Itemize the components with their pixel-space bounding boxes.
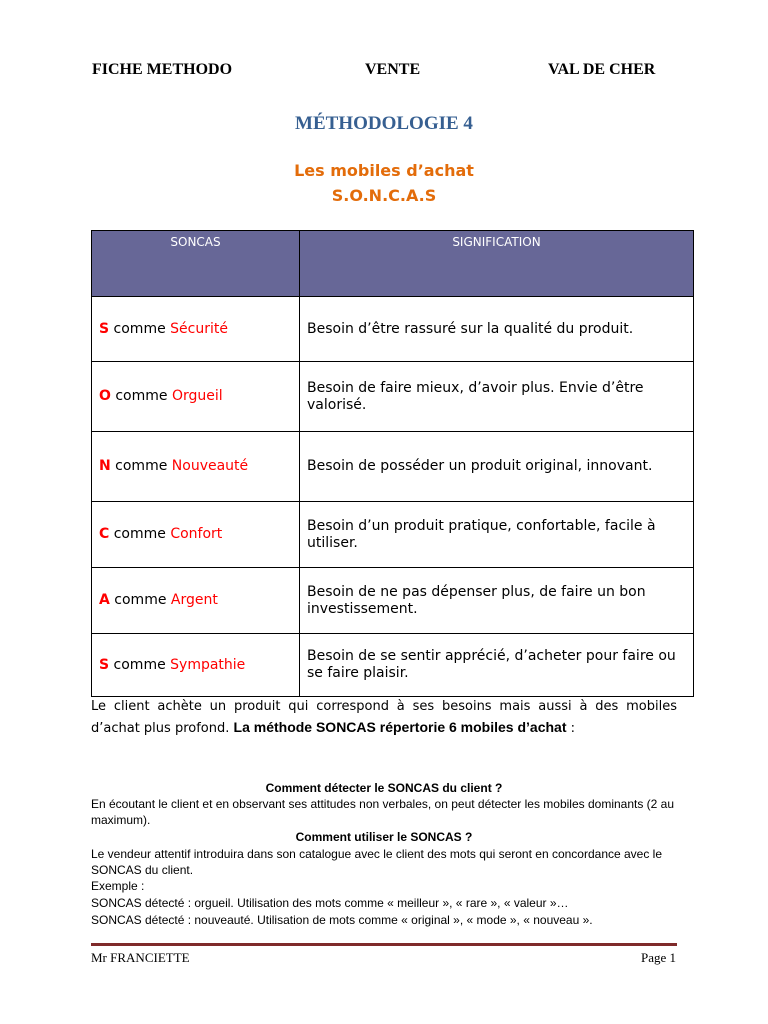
intro-strong-text: La méthode SONCAS répertorie 6 mobiles d’achat — [233, 719, 567, 735]
soncas-letter: N — [99, 458, 111, 474]
footer-author: Mr FRANCIETTE — [91, 950, 190, 965]
comme-text: comme — [110, 388, 172, 404]
soncas-letter: S — [99, 656, 110, 673]
footer-page-number: Page 1 — [640, 950, 676, 965]
table-row — [92, 568, 694, 634]
soncas-letter: S — [99, 320, 110, 337]
section-heading-detect: Comment détecter le SONCAS du client ? — [265, 781, 503, 795]
table-header-row — [92, 231, 694, 297]
footer-divider — [91, 943, 677, 946]
table-row — [92, 634, 694, 697]
soncas-word: Orgueil — [171, 388, 223, 404]
signification-cell: Besoin de ne pas dépenser plus, de faire un bon investissement. — [300, 568, 694, 634]
intro-text: Le client achète un produit qui correspond à ses besoins mais aussi à des mobiles d’achat plus profond. — [91, 699, 677, 736]
soncas-letter: C — [99, 526, 110, 542]
example-nouveaute: SONCAS détecté : nouveauté. Utilisation de mots comme « original », « mode », « nouveau ». — [91, 913, 593, 927]
example-orgueil: SONCAS détecté : orgueil. Utilisation des mots comme « meilleur », « rare », « valeur »… — [91, 896, 569, 910]
subtitle-soncas: S.O.N.C.A.S — [331, 186, 437, 205]
soncas-word: Nouveauté — [171, 458, 249, 474]
table-row — [92, 297, 694, 362]
intro-tail: : — [566, 721, 576, 736]
soncas-table — [91, 230, 694, 697]
soncas-cell — [92, 297, 300, 362]
table-row — [92, 432, 694, 502]
soncas-cell — [92, 502, 300, 568]
comme-text: comme — [109, 656, 171, 673]
soncas-letter: A — [99, 592, 110, 608]
signification-cell: Besoin de se sentir apprécié, d’acheter pour faire ou se faire plaisir. — [300, 634, 694, 697]
soncas-cell — [92, 634, 300, 697]
soncas-letter: O — [99, 388, 111, 404]
header-left: FICHE METHODO — [92, 61, 233, 78]
header-center: VENTE — [365, 61, 421, 78]
section-text-use: Le vendeur attentif introduira dans son catalogue avec le client des mots qui seront en concordance avec le SONCAS du client. — [91, 847, 663, 877]
soncas-cell — [92, 362, 300, 432]
comme-text: comme — [109, 320, 171, 337]
soncas-word: Sécurité — [170, 320, 228, 337]
table-row — [92, 502, 694, 568]
comme-text: comme — [109, 592, 171, 608]
column-header-soncas: SONCAS — [92, 231, 300, 297]
section-text-detect: En écoutant le client et en observant ses attitudes non verbales, on peut détecter les mobiles dominants (2 au maximum). — [91, 797, 675, 827]
column-header-signification: SIGNIFICATION — [300, 231, 694, 297]
soncas-word: Argent — [170, 592, 218, 608]
subtitle-mobiles: Les mobiles d’achat — [294, 161, 474, 180]
signification-cell: Besoin de faire mieux, d’avoir plus. Envie d’être valorisé. — [300, 362, 694, 432]
soncas-word: Sympathie — [170, 656, 246, 673]
signification-cell: Besoin de posséder un produit original, innovant. — [300, 432, 694, 502]
comme-text: comme — [110, 458, 172, 474]
signification-cell: Besoin d’être rassuré sur la qualité du produit. — [300, 297, 694, 362]
soncas-cell — [92, 568, 300, 634]
intro-paragraph — [91, 697, 677, 739]
signification-cell: Besoin d’un produit pratique, confortable, facile à utiliser. — [300, 502, 694, 568]
section-heading-use: Comment utiliser le SONCAS ? — [295, 830, 473, 844]
document-title: MÉTHODOLOGIE 4 — [295, 113, 473, 134]
soncas-word: Confort — [170, 526, 223, 542]
comme-text: comme — [109, 526, 171, 542]
header-right: VAL DE CHER — [548, 61, 656, 78]
example-label: Exemple : — [91, 879, 145, 893]
table-row — [92, 362, 694, 432]
soncas-cell — [92, 432, 300, 502]
